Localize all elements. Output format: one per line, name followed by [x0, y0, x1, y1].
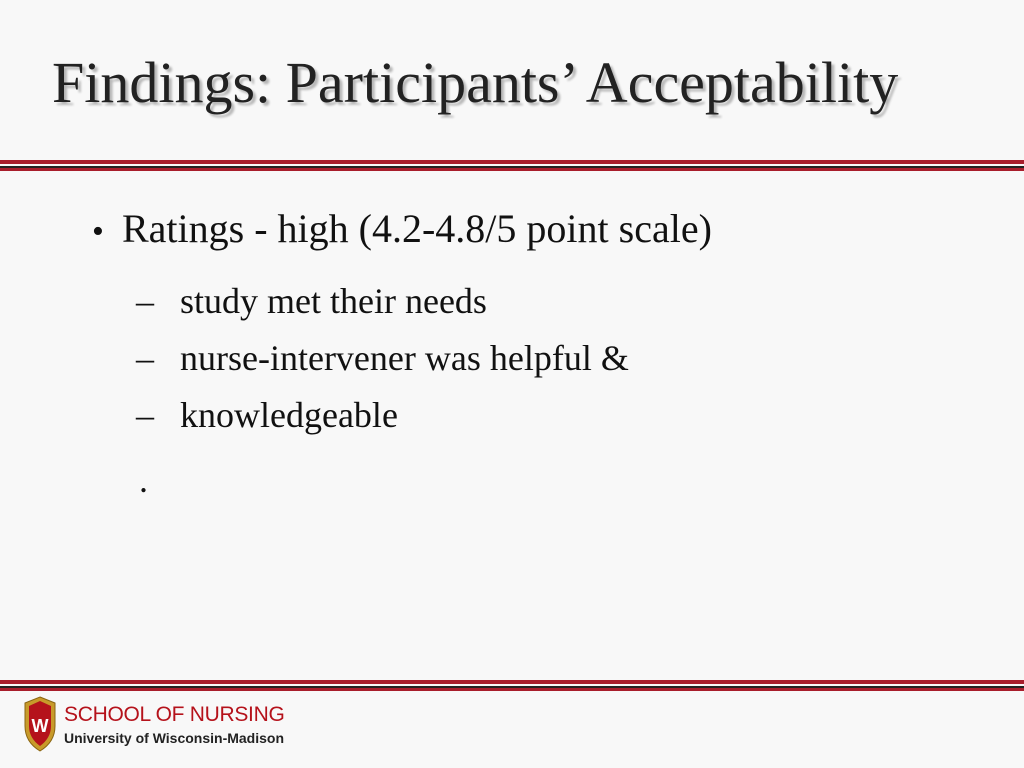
footer-divider — [0, 680, 1024, 692]
school-name: SCHOOL OF NURSING — [64, 702, 285, 726]
slide-title: Findings: Participants’ Acceptability — [52, 50, 899, 115]
bullet-marker: • — [92, 213, 104, 250]
sub-item-marker: – — [136, 395, 154, 435]
sub-item-marker: – — [136, 281, 154, 321]
bullet-text: Ratings - high (4.2-4.8/5 point scale) — [122, 206, 712, 251]
sub-item-text: knowledgeable — [180, 395, 398, 435]
university-name: University of Wisconsin-Madison — [64, 729, 285, 746]
header-divider — [0, 160, 1024, 172]
trailing-period: . — [139, 460, 148, 500]
sub-item — [136, 277, 487, 325]
sub-item-marker: – — [136, 338, 154, 378]
sub-item — [136, 391, 398, 439]
sub-item-text: study met their needs — [180, 281, 487, 321]
uw-crest-icon — [22, 696, 58, 752]
sub-item-text: nurse-intervener was helpful & — [180, 338, 629, 378]
school-logo — [22, 696, 284, 752]
svg-text:W: W — [31, 716, 49, 736]
sub-item — [136, 334, 629, 382]
bullet-item — [92, 202, 712, 259]
